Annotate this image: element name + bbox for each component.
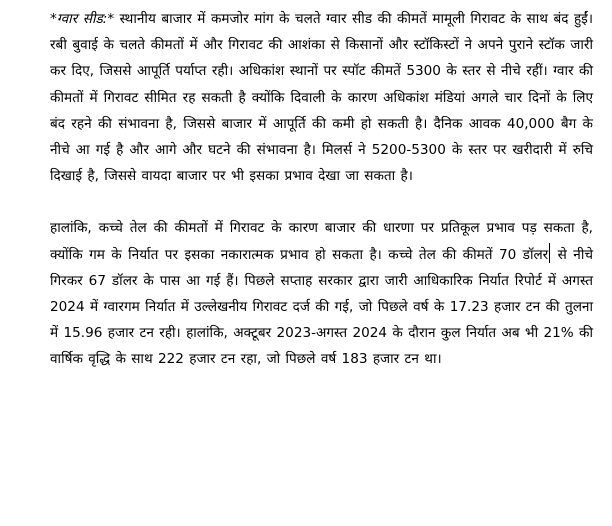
- document-page: [50, 0, 593, 526]
- paragraph-text-before-cursor: हालांकि, कच्चे तेल की कीमतों में गिरावट के कारण बाजार की धारणा पर प्रतिकूल प्रभाव पड़ सकता है, क्योंकि गम के निर्यात पर इसका नकारात्मक प्रभाव हो सकता है। कच्चे तेल की कीमतें 70 डॉलर: [50, 220, 593, 263]
- paragraph-text-after-cursor: से नीचे गिरकर 67 डॉलर के पास आ गई हैं। पिछले सप्ताह सरकार द्वारा जारी आधिकारिक निर्यात रिपोर्ट में अगस्त 2024 में ग्वारगम निर्यात में उल्लेखनीय गिरावट दर्ज की गई, जो पिछले वर्ष के 17.23 हजार टन की तुलना में 15.96 हजार टन रही। हालांकि, अक्टूबर 2023-अगस्त 2024 के दौरान कुल निर्यात अब भी 21% की वार्षिक वृद्धि के साथ 222 हजार टन रहा, जो पिछले वर्ष 183 हजार टन था।: [50, 246, 593, 368]
- paragraph-guar-seed: [50, 0, 593, 189]
- paragraph-crude-oil-exports: [50, 215, 593, 372]
- paragraph-lead-heading: *ग्वार सीड:*: [50, 11, 115, 27]
- paragraph-body-text: स्थानीय बाजार में कमजोर मांग के चलते ग्वार सीड की कीमतें मामूली गिरावट के साथ बंद हुईं। रबी बुवाई के चलते कीमतों में और गिरावट की आशंका से किसानों और स्टॉकिस्टों ने अपने पुराने स्टॉक जारी कर दिए, जिससे आपूर्ति पर्याप्त रही। अधिकांश स्थानों पर स्पॉट कीमतें 5300 के स्तर से नीचे रहीं। ग्वार की कीमतों में गिरावट सीमित रह सकती है क्योंकि दिवाली के कारण अधिकांश मंडियां अगले चार दिनों के लिए बंद रहने की संभावना है, जिससे बाजार में आपूर्ति की कमी हो सकती है। दैनिक आवक 40,000 बैग के नीचे आ गई है और आगे और घटने की संभावना है। मिलर्स ने 5200-5300 के स्तर पर खरीदारी में रुचि दिखाई है, जिससे वायदा बाजार पर भी इसका प्रभाव देखा जा सकता है।: [50, 11, 593, 185]
